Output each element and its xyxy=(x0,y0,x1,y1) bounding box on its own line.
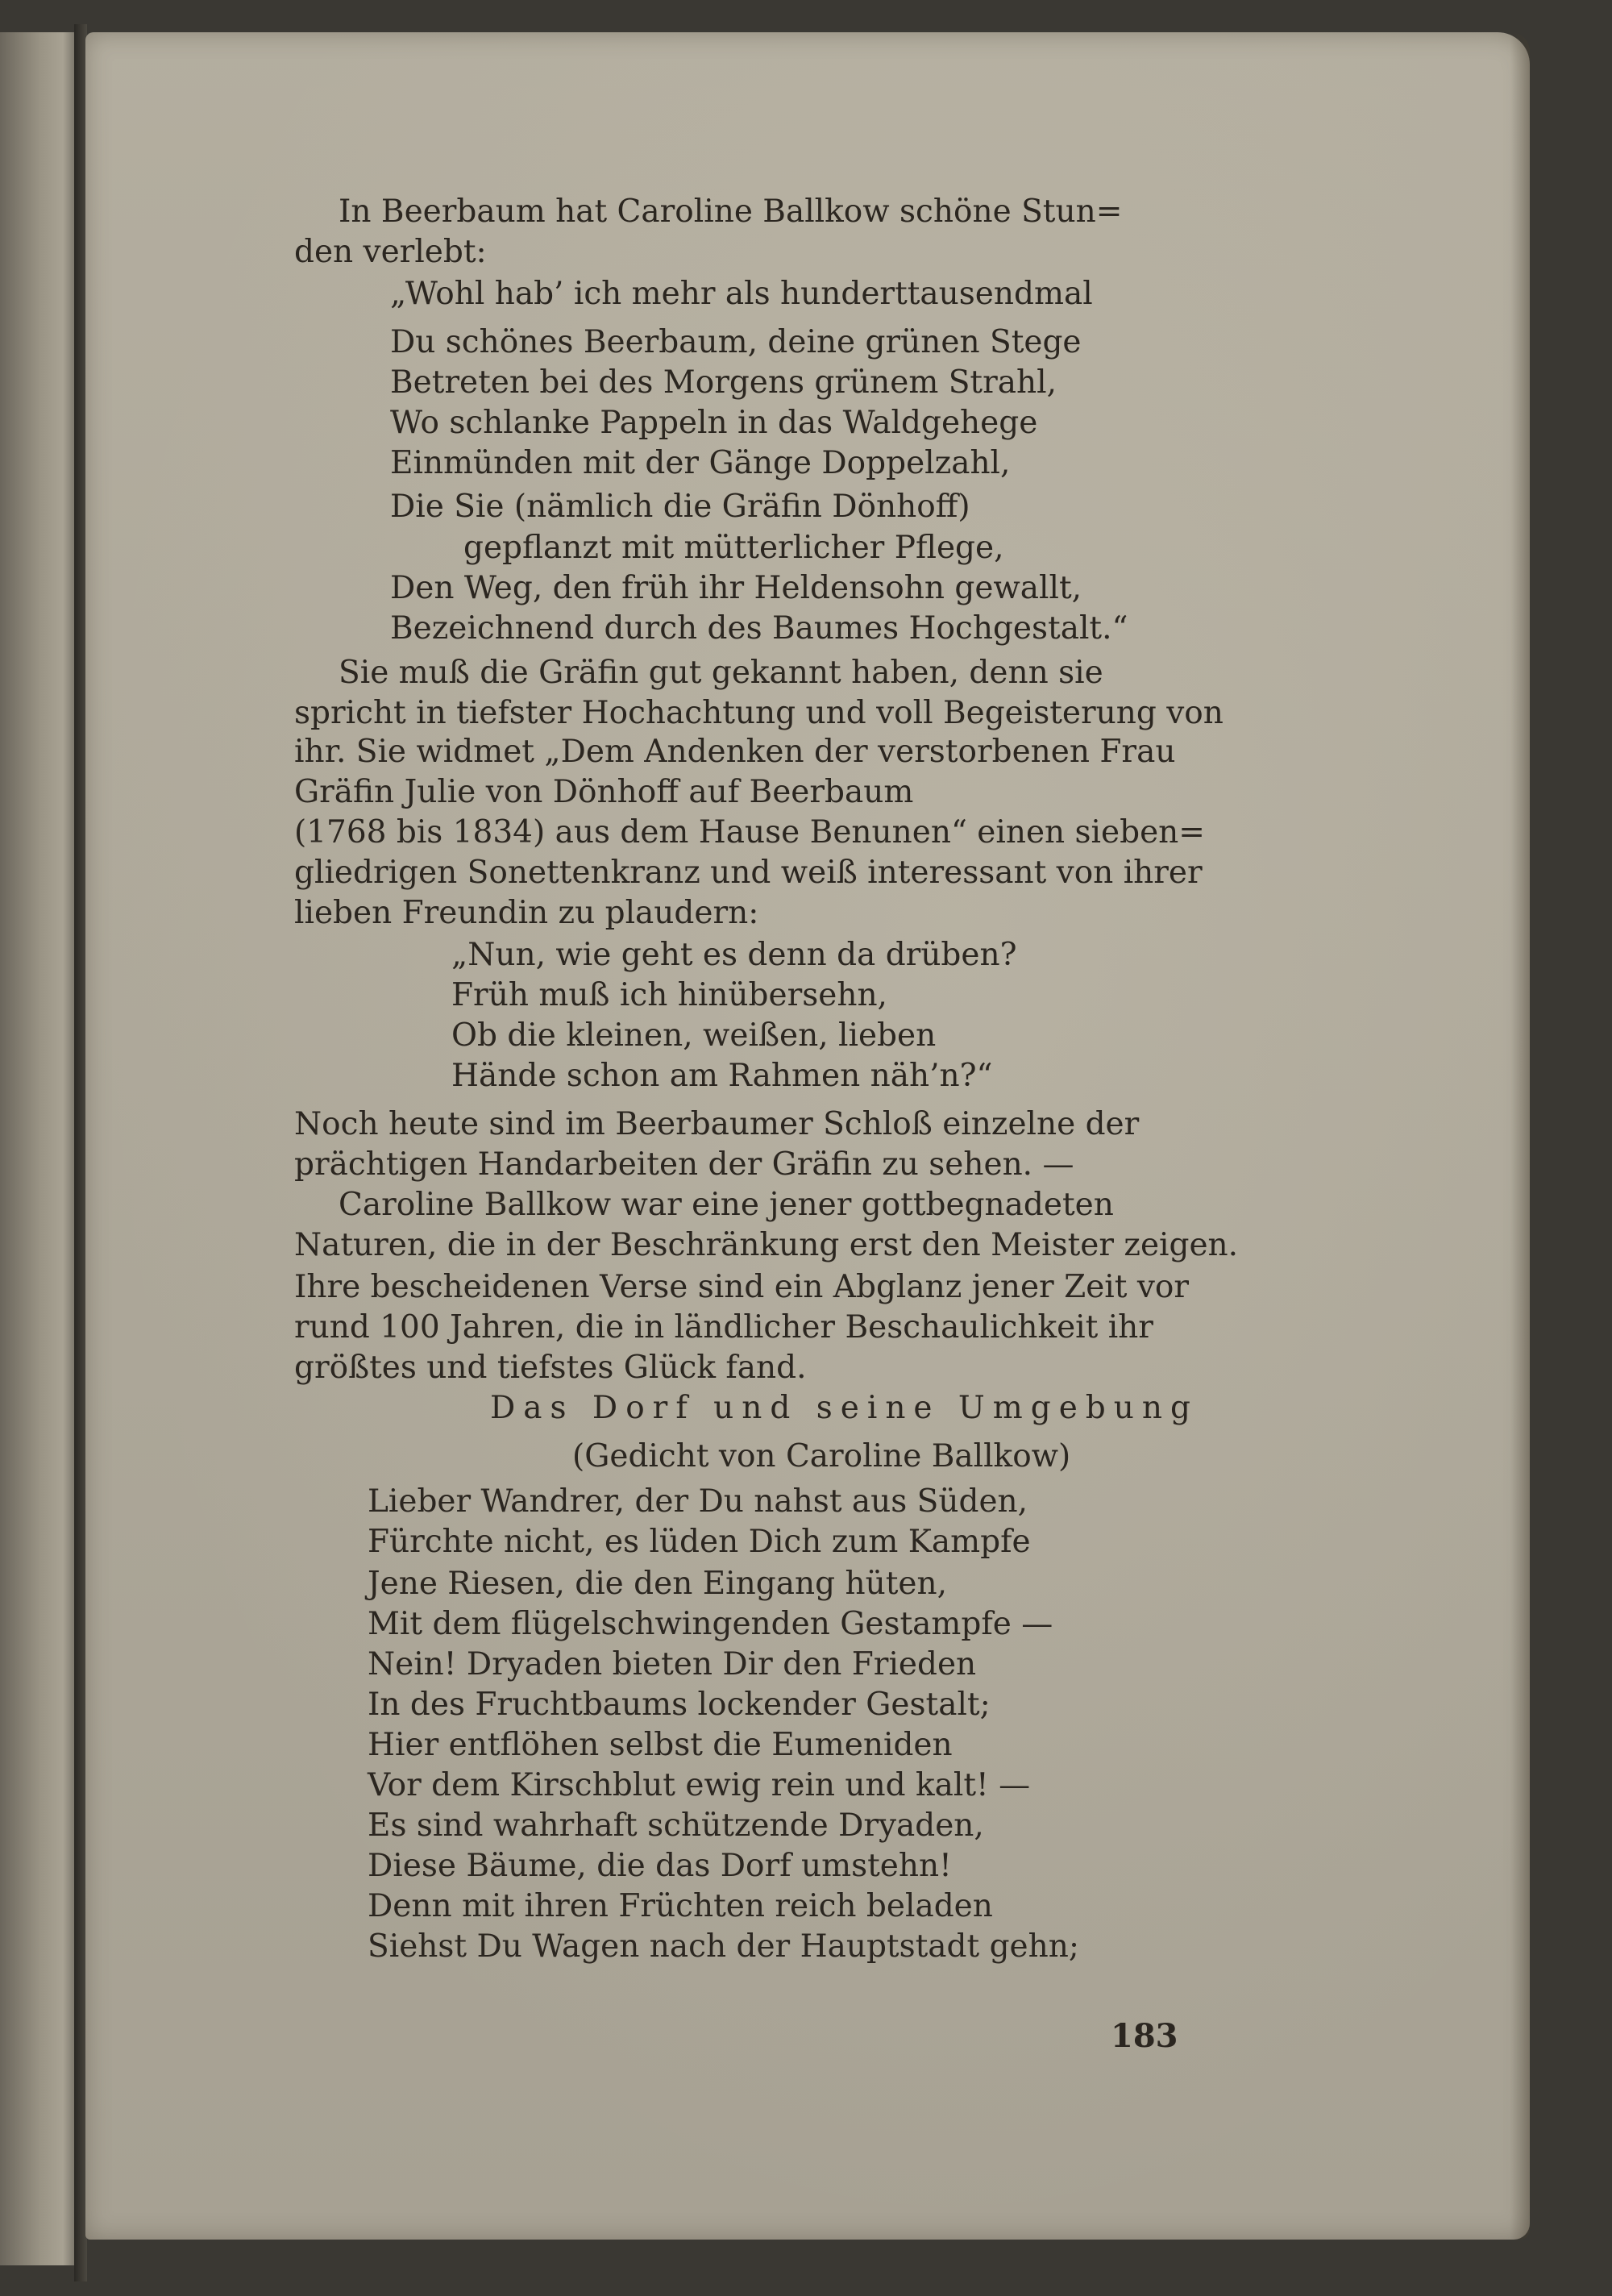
verse-line: Ob die kleinen, weißen, lieben xyxy=(451,1017,937,1054)
text-line: den verlebt: xyxy=(294,234,487,270)
verse-line: Die Sie (nämlich die Gräfin Dönhoff) xyxy=(390,489,970,525)
text-line: rund 100 Jahren, die in ländlicher Beschaulichkeit ihr xyxy=(294,1309,1153,1346)
verse-line: Hände schon am Rahmen näh’n?“ xyxy=(451,1058,993,1094)
verse-line: Wo schlanke Pappeln in das Waldgehege xyxy=(390,405,1038,441)
text-line: gliedrigen Sonettenkranz und weiß interessant von ihrer xyxy=(294,855,1203,891)
text-line: Caroline Ballkow war eine jener gottbegnadeten xyxy=(339,1187,1114,1223)
verse-line: Vor dem Kirschblut ewig rein und kalt! — xyxy=(368,1767,1031,1803)
verse-line: Hier entflöhen selbst die Eumeniden xyxy=(368,1727,953,1763)
verse-line: Den Weg, den früh ihr Heldensohn gewallt, xyxy=(390,570,1082,606)
text-line: spricht in tiefster Hochachtung und voll Begeisterung von xyxy=(294,695,1224,731)
text-line: Ihre bescheidenen Verse sind ein Abglanz jener Zeit vor xyxy=(294,1269,1189,1305)
text-line: größtes und tiefstes Glück fand. xyxy=(294,1350,807,1386)
verse-line: gepflanzt mit mütterlicher Pflege, xyxy=(463,530,1004,566)
verse-line: „Wohl hab’ ich mehr als hunderttausendmal xyxy=(390,276,1093,312)
page-edge-shadow xyxy=(1510,32,1530,2240)
verse-line: Nein! Dryaden bieten Dir den Frieden xyxy=(368,1646,977,1682)
verse-line: In des Fruchtbaums lockender Gestalt; xyxy=(368,1687,991,1723)
verse-line: Siehst Du Wagen nach der Hauptstadt gehn; xyxy=(368,1928,1079,1965)
verse-line: Früh muß ich hinübersehn, xyxy=(451,977,887,1013)
verse-line: Denn mit ihren Früchten reich beladen xyxy=(368,1888,993,1924)
verse-line: „Nun, wie geht es denn da drüben? xyxy=(451,937,1017,973)
page-number: 183 xyxy=(1111,2017,1178,2055)
verse-line: Mit dem flügelschwingenden Gestampfe — xyxy=(368,1606,1053,1642)
text-line: ihr. Sie widmet „Dem Andenken der verstorbenen Frau xyxy=(294,734,1176,770)
verse-line: Betreten bei des Morgens grünem Strahl, xyxy=(390,364,1057,401)
text-line: Noch heute sind im Beerbaumer Schloß einzelne der xyxy=(294,1106,1140,1142)
verse-line: Bezeichnend durch des Baumes Hochgestalt.“ xyxy=(390,610,1128,647)
poem-heading: Das Dorf und seine Umgebung xyxy=(490,1390,1199,1426)
text-line: prächtigen Handarbeiten der Gräfin zu sehen. — xyxy=(294,1146,1074,1183)
verse-line: Jene Riesen, die den Eingang hüten, xyxy=(368,1566,947,1602)
verse-line: Du schönes Beerbaum, deine grünen Stege xyxy=(390,324,1082,360)
text-line: In Beerbaum hat Caroline Ballkow schöne Stun= xyxy=(339,193,1123,230)
text-line: Gräfin Julie von Dönhoff auf Beerbaum xyxy=(294,774,914,810)
verse-line: Einmünden mit der Gänge Doppelzahl, xyxy=(390,445,1011,481)
verse-line: Es sind wahrhaft schützende Dryaden, xyxy=(368,1807,984,1844)
left-page-edge xyxy=(0,32,77,2265)
verse-line: Diese Bäume, die das Dorf umstehn! xyxy=(368,1848,952,1884)
text-line: lieben Freundin zu plaudern: xyxy=(294,895,759,931)
poem-subheading: (Gedicht von Caroline Ballkow) xyxy=(572,1438,1071,1475)
verse-line: Fürchte nicht, es lüden Dich zum Kampfe xyxy=(368,1524,1031,1560)
verse-line: Lieber Wandrer, der Du nahst aus Süden, xyxy=(368,1483,1028,1520)
text-line: Sie muß die Gräfin gut gekannt haben, denn sie xyxy=(339,655,1103,691)
text-line: (1768 bis 1834) aus dem Hause Benunen“ einen sieben= xyxy=(294,814,1205,851)
text-line: Naturen, die in der Beschränkung erst den Meister zeigen. xyxy=(294,1227,1239,1263)
